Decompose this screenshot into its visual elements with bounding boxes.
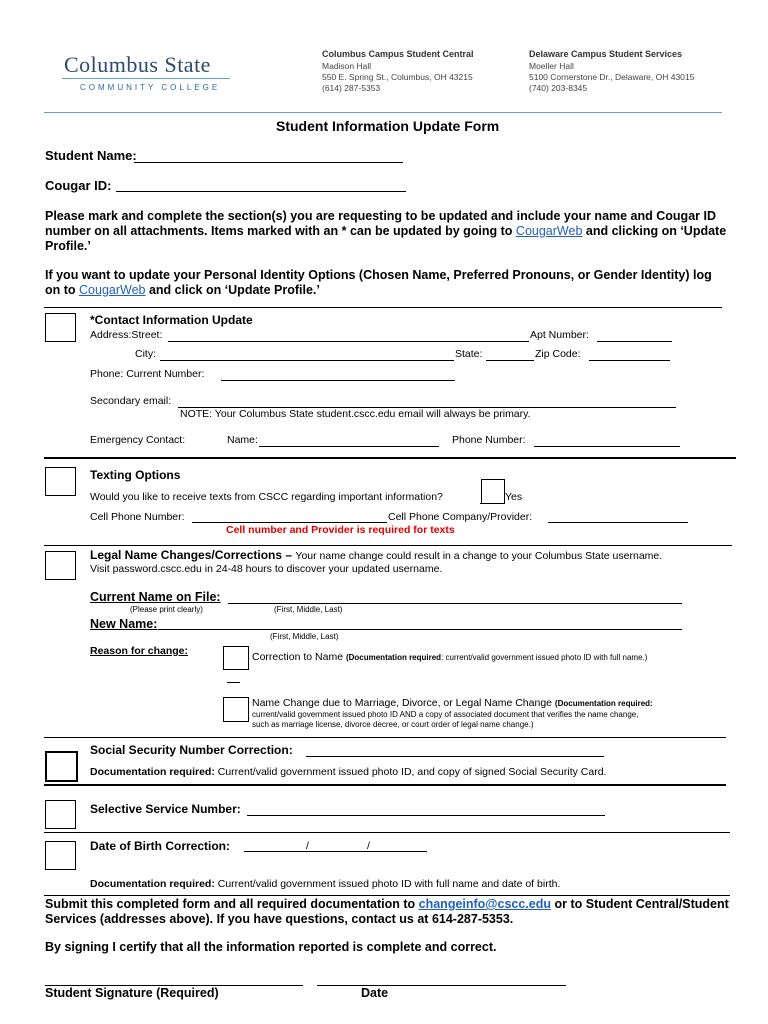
state-field[interactable] [486,360,534,361]
dob-correction-checkbox[interactable] [45,841,76,870]
cougarweb-link-2[interactable]: CougarWeb [79,283,146,297]
texting-section-title: Texting Options [90,468,181,482]
cell-provider-label: Cell Phone Company/Provider: [388,511,533,523]
cell-phone-label: Cell Phone Number: [90,511,185,523]
campus2-line1: Moeller Hall [529,61,574,71]
header-divider [44,112,722,113]
submit-instructions: Submit this completed form and all required documentation to changeinfo@cscc.edu or to Student Central/Student Services (addresses above). If you have questions, contact us at 614-287-5353. [45,897,729,926]
new-name-label: New Name: [90,617,158,631]
student-name-label: Student Name: [45,148,137,163]
print-clearly-hint: (Please print clearly) [130,605,203,614]
section-divider [44,784,726,786]
campus1-line1: Madison Hall [322,61,372,71]
name-change-checkbox[interactable] [223,697,249,722]
current-name-label: Current Name on File: [90,590,221,604]
correction-to-name-checkbox[interactable] [223,646,249,670]
selective-service-field[interactable] [247,815,605,816]
legal-name-checkbox[interactable] [45,551,76,580]
emergency-name-field[interactable] [259,446,439,447]
ssn-documentation: Documentation required: Current/valid government issued photo ID, and copy of signed Social Security Card. [90,766,607,778]
dob-field[interactable] [244,851,427,852]
apt-number-field[interactable] [597,341,672,342]
ssn-field[interactable] [306,756,604,757]
correction-to-name-option: Correction to Name (Documentation required: current/valid government issued photo ID with full name.) [252,651,648,663]
campus2-line3: (740) 203-8345 [529,83,588,93]
legal-name-section-title: Legal Name Changes/Corrections – Your name change could result in a change to your Columbus State username. [90,548,663,562]
emergency-name-label: Name: [227,434,258,446]
selective-service-checkbox[interactable] [45,800,76,829]
campus2-line2: 5100 Cornerstone Dr., Delaware, OH 43015 [529,72,695,82]
dob-separator-1: / [306,840,309,852]
section-divider [44,737,726,738]
section-divider [44,457,736,459]
section-divider [44,307,722,308]
section-divider [44,832,730,833]
new-name-format-hint: (First, Middle, Last) [270,632,339,641]
option-dash [227,682,240,683]
dob-separator-2: / [367,840,370,852]
logo-divider [62,78,230,79]
reason-for-change-label: Reason for change: [90,645,189,657]
form-title: Student Information Update Form [276,118,500,134]
ssn-correction-checkbox[interactable] [45,751,78,782]
texting-required-note: Cell number and Provider is required for texts [226,524,455,536]
current-name-format-hint: (First, Middle, Last) [274,605,343,614]
emergency-phone-field[interactable] [534,446,680,447]
texting-yes-label: Yes [505,491,523,503]
instructions-paragraph-2: If you want to update your Personal Identity Options (Chosen Name, Preferred Pronouns, or Gender Identity) log on to CougarWeb and click on ‘Update Profile.’ [45,268,712,297]
name-change-doc-line2: current/valid government issued photo ID AND a copy of associated document that verifies the name change, [252,710,639,719]
current-name-field[interactable] [228,603,682,604]
ssn-section-title: Social Security Number Correction: [90,743,293,757]
state-label: State: [455,348,483,360]
contact-update-checkbox[interactable] [45,313,76,342]
campus1-title: Columbus Campus Student Central [322,49,474,59]
cell-phone-field[interactable] [192,522,387,523]
emergency-contact-label: Emergency Contact: [90,434,186,446]
contact-section-title: *Contact Information Update [90,313,253,327]
city-label: City: [135,348,156,360]
zip-code-label: Zip Code: [535,348,581,360]
texting-yes-checkbox[interactable] [481,479,505,504]
street-field[interactable] [168,341,529,342]
cougarweb-link-1[interactable]: CougarWeb [515,224,583,238]
date-label: Date [361,986,389,1000]
selective-service-title: Selective Service Number: [90,802,241,816]
student-name-field[interactable] [134,162,403,163]
zip-code-field[interactable] [589,360,670,361]
legal-name-description: Visit password.cscc.edu in 24-48 hours to discover your updated username. [90,563,443,575]
campus1-line2: 550 E. Spring St., Columbus, OH 43215 [322,72,473,82]
city-field[interactable] [160,360,454,361]
texting-question: Would you like to receive texts from CSCC regarding important information? [90,491,443,503]
campus2-title: Delaware Campus Student Services [529,49,683,59]
cougar-id-field[interactable] [116,191,406,192]
dob-documentation: Documentation required: Current/valid government issued photo ID with full name and date of birth. [90,878,561,890]
college-logo-subtitle: COMMUNITY COLLEGE [80,83,221,92]
name-change-option: Name Change due to Marriage, Divorce, or Legal Name Change (Documentation required: [252,697,653,709]
phone-label: Phone: Current Number: [90,368,205,380]
emergency-phone-label: Phone Number: [452,434,526,446]
apt-number-label: Apt Number: [530,329,589,341]
section-divider [44,895,730,896]
date-field[interactable] [317,985,566,986]
address-street-label: Address:Street: [90,329,163,341]
email-note: NOTE: Your Columbus State student.cscc.edu email will always be primary. [180,408,531,420]
cell-provider-field[interactable] [548,522,688,523]
section-divider [44,545,732,546]
texting-options-checkbox[interactable] [45,467,76,496]
instructions-paragraph-1: Please mark and complete the section(s) you are requesting to be updated and include your name and Cougar ID number on all attachments. Items marked with an * can be updated by going to CougarWeb and clicking on ‘Update Profile.’ [45,209,727,253]
campus1-line3: (614) 287-5353 [322,83,381,93]
signature-label: Student Signature (Required) [45,986,219,1000]
name-change-doc-line3: such as marriage license, divorce decree, or court order of legal name change.) [252,720,534,729]
cougar-id-label: Cougar ID: [45,178,112,193]
dob-section-title: Date of Birth Correction: [90,839,231,853]
secondary-email-label: Secondary email: [90,395,172,407]
changeinfo-email-link[interactable]: changeinfo@cscc.edu [418,897,552,911]
certification-statement: By signing I certify that all the information reported is complete and correct. [45,940,497,954]
phone-field[interactable] [221,380,455,381]
new-name-field[interactable] [158,629,682,630]
college-logo-name: Columbus State [64,52,211,77]
